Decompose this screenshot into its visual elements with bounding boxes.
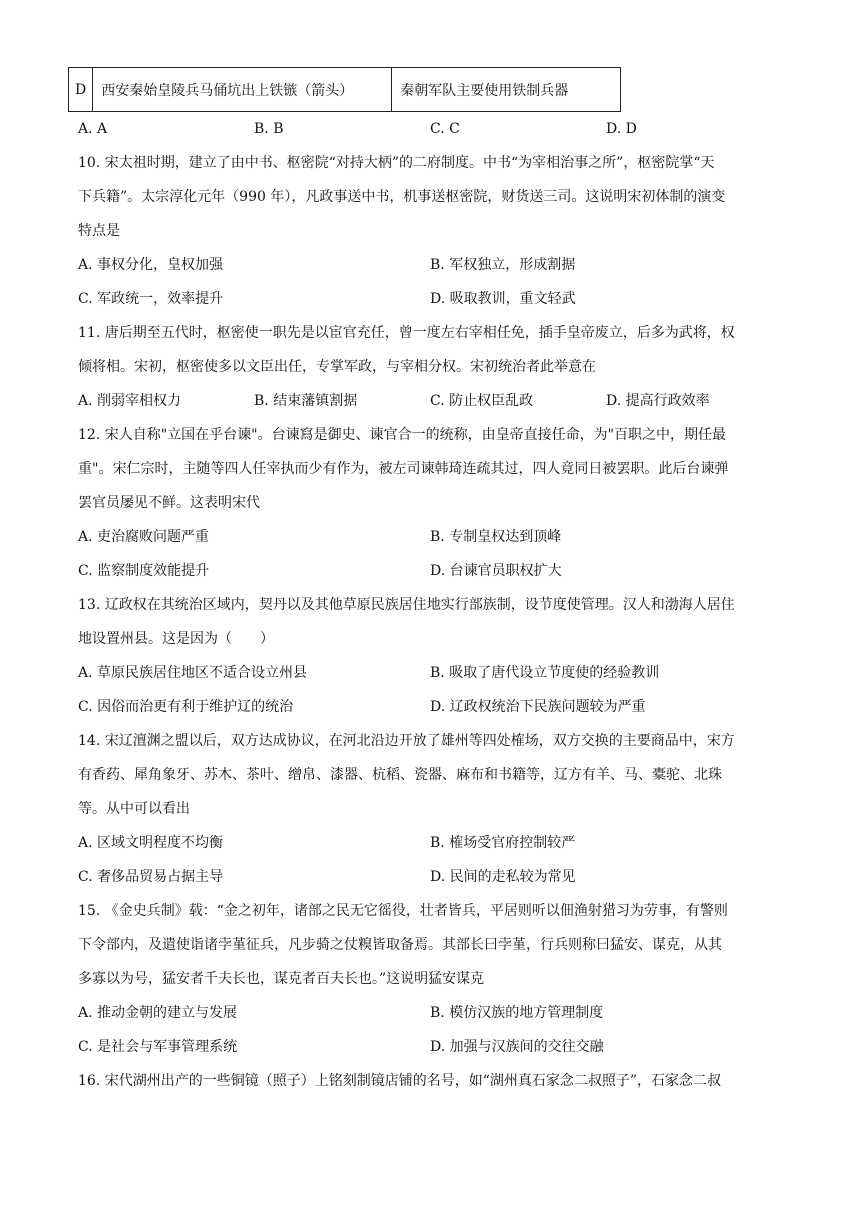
q14-stem-line-2: 有香药、犀角象牙、苏木、茶叶、缯帛、漆器、杭稻、瓷器、麻布和书籍等，辽方有羊、马、橐驼、北珠 — [78, 767, 722, 783]
q9-option-a[interactable]: A. A — [78, 121, 108, 137]
q9-option-d[interactable]: D. D — [606, 121, 637, 137]
q13-option-b[interactable]: B. 吸取了唐代设立节度使的经验教训 — [430, 665, 660, 681]
q13-stem-line-1: 13. 辽政权在其统治区域内，契丹以及其他草原民族居住地实行部族制，设节度使管理。汉人和渤海人居住 — [78, 597, 735, 613]
table-row — [69, 68, 621, 112]
q9-option-b[interactable]: B. B — [254, 121, 284, 137]
q13-stem-line-2: 地设置州县。这是因为（ ） — [78, 631, 274, 647]
q15-stem-line-2: 下令部内，及遣使诣诸孛堇征兵，凡步骑之仗糗皆取备焉。其部长曰孛堇，行兵则称曰猛安、谋克，从其 — [78, 937, 722, 953]
q11-stem-line-1: 11. 唐后期至五代时，枢密使一职先是以宦官充任，曾一度左右宰相任免，插手皇帝废立，后多为武将，权 — [78, 325, 735, 341]
q11-option-b[interactable]: B. 结束藩镇割据 — [254, 393, 358, 409]
table-cell-conclusion: 秦朝军队主要使用铁制兵器 — [392, 68, 621, 112]
table-cell-evidence: 西安秦始皇陵兵马俑坑出上铁镞（箭头） — [93, 68, 392, 112]
q12-stem-line-2: 重"。宋仁宗时，主随等四人任宰执而少有作为，被左司谏韩琦连疏其过，四人竟同日被罢职。此后台谏弹 — [78, 461, 729, 477]
q12-option-c[interactable]: C. 监察制度效能提升 — [78, 563, 210, 579]
q11-option-c[interactable]: C. 防止权臣乱政 — [430, 393, 534, 409]
q16-stem-line-1: 16. 宋代湖州出产的一些铜镜（照子）上铭刻制镜店铺的名号，如“湖州真石家念二叔照子”，石家念二叔 — [78, 1073, 722, 1089]
q10-stem-line-2: 下兵籍”。太宗淳化元年（990 年），凡政事送中书，机事送枢密院，财货送三司。这说明宋初体制的演变 — [78, 189, 726, 205]
q11-option-a[interactable]: A. 削弱宰相权力 — [78, 393, 182, 409]
q12-option-d[interactable]: D. 台谏官员职权扩大 — [430, 563, 562, 579]
q14-option-b[interactable]: B. 榷场受官府控制较严 — [430, 835, 576, 851]
q15-stem-line-3: 多寡以为号，猛安者千夫长也，谋克者百夫长也。”这说明猛安谋克 — [78, 971, 485, 987]
q10-option-c[interactable]: C. 军政统一，效率提升 — [78, 291, 224, 307]
q10-option-d[interactable]: D. 吸取教训，重文轻武 — [430, 291, 576, 307]
q15-option-d[interactable]: D. 加强与汉族间的交往交融 — [430, 1039, 604, 1055]
q15-stem-line-1: 15. 《金史兵制》载：“金之初年，诸部之民无它徭役，壮者皆兵，平居则听以佃渔射猎习为劳事，有警则 — [78, 903, 728, 919]
q14-stem-line-1: 14. 宋辽澶渊之盟以后，双方达成协议，在河北沿边开放了雄州等四处榷场，双方交换的主要商品中，宋方 — [78, 733, 735, 749]
option-table — [68, 67, 621, 112]
q13-option-c[interactable]: C. 因俗而治更有利于维护辽的统治 — [78, 699, 294, 715]
q13-option-d[interactable]: D. 辽政权统治下民族问题较为严重 — [430, 699, 646, 715]
q10-stem-line-1: 10. 宋太祖时期，建立了由中书、枢密院“对持大柄”的二府制度。中书“为宰相治事之所”，枢密院掌“天 — [78, 155, 715, 171]
q12-stem-line-3: 罢官员屡见不鲜。这表明宋代 — [78, 495, 260, 511]
q11-option-d[interactable]: D. 提高行政效率 — [606, 393, 710, 409]
q12-stem-line-1: 12. 宋人自称"立国在乎台谏"。台谏寫是御史、谏官合一的统称，由皇帝直接任命，为"百职之中，期任最 — [78, 427, 727, 443]
q11-stem-line-2: 倾将相。宋初，枢密使多以文臣出任，专掌军政，与宰相分权。宋初统治者此举意在 — [78, 359, 596, 375]
q15-option-a[interactable]: A. 推动金朝的建立与发展 — [78, 1005, 238, 1021]
q10-option-a[interactable]: A. 事权分化，皇权加强 — [78, 257, 224, 273]
table-cell-letter: D — [69, 68, 93, 112]
q13-option-a[interactable]: A. 草原民族居住地区不适合设立州县 — [78, 665, 308, 681]
q10-option-b[interactable]: B. 军权独立，形成割据 — [430, 257, 576, 273]
q14-stem-line-3: 等。从中可以看出 — [78, 801, 190, 817]
q10-stem-line-3: 特点是 — [78, 223, 120, 239]
q12-option-a[interactable]: A. 吏治腐败问题严重 — [78, 529, 210, 545]
q14-option-c[interactable]: C. 奢侈品贸易占据主导 — [78, 869, 224, 885]
q12-option-b[interactable]: B. 专制皇权达到顶峰 — [430, 529, 562, 545]
q9-option-c[interactable]: C. C — [430, 121, 460, 137]
q15-option-b[interactable]: B. 模仿汉族的地方管理制度 — [430, 1005, 604, 1021]
q15-option-c[interactable]: C. 是社会与军事管理系统 — [78, 1039, 238, 1055]
q14-option-a[interactable]: A. 区域文明程度不均衡 — [78, 835, 224, 851]
q14-option-d[interactable]: D. 民间的走私较为常见 — [430, 869, 576, 885]
